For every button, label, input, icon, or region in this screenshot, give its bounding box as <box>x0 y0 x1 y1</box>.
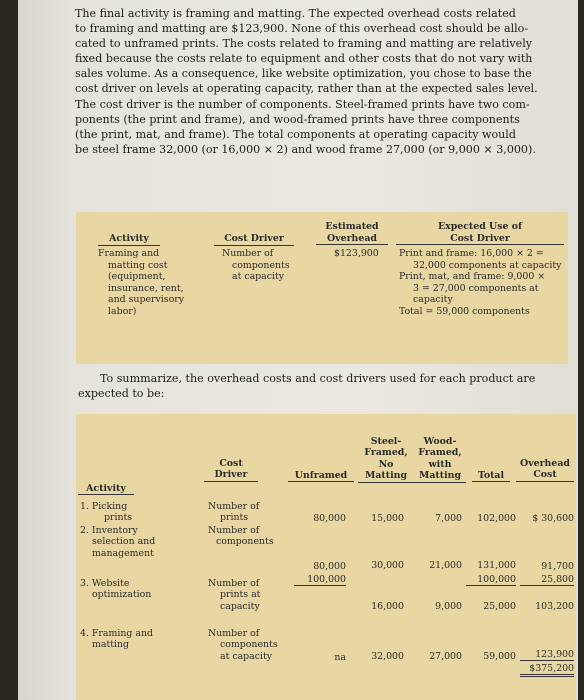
col-header-cost-driver: Cost Driver <box>204 458 258 482</box>
intro-line: (the print, mat, and frame). The total components at operating capacity would <box>75 127 516 141</box>
table-row-4-unframed: na <box>334 652 346 663</box>
table-row-1-wood: 7,000 <box>435 513 462 524</box>
intro-line: The final activity is framing and matting. The expected overhead costs related <box>75 7 516 20</box>
col-header-steel-framed: Steel- Framed, No Matting <box>358 436 414 483</box>
table-row-3-wood: 9,000 <box>435 601 462 612</box>
table-row-4-wood: 27,000 <box>429 651 462 662</box>
intro-line: ponents (the print and frame), and wood-framed prints have three components <box>75 112 520 126</box>
intro-line: The cost driver is the number of components. Steel-framed prints have two com- <box>75 97 530 111</box>
col-header-expected-use: Expected Use of Cost Driver <box>396 221 564 245</box>
intro-line: to framing and matting are $123,900. None of this overhead cost should be allo- <box>75 22 529 36</box>
table-row-2-overhead: 91,700 <box>541 561 574 572</box>
table-row-3-driver: Number of prints at capacity <box>208 578 261 612</box>
intro-line: cated to unframed prints. The costs related to framing and matting are relatively <box>75 37 533 51</box>
col-header-cost-driver: Cost Driver <box>214 233 294 246</box>
table-row-1-driver: Number of prints <box>208 501 260 524</box>
intro-line: sales volume. As a consequence, like website optimization, you chose to base the <box>75 67 532 81</box>
summary-paragraph <box>78 372 566 401</box>
overhead-summary-table <box>76 414 576 700</box>
table-row-2-driver: Number of components <box>208 525 274 548</box>
grand-total-overhead: $375,200 <box>520 663 574 677</box>
table-row-2-unframed: 80,000 <box>313 561 346 572</box>
table-row-3-overhead: 103,200 <box>535 601 574 612</box>
col-header-unframed: Unframed <box>288 470 354 482</box>
table-row-3-total-a: 100,000 <box>466 574 516 586</box>
table-row-2-total: 131,000 <box>477 560 516 571</box>
table-row-3-total: 25,000 <box>483 601 516 612</box>
table-row-1-unframed: 80,000 <box>313 513 346 524</box>
intro-line: cost driver on levels at operating capacity, rather than at the expected sales level. <box>75 82 538 96</box>
textbook-page <box>18 0 578 700</box>
intro-line: be steel frame 32,000 (or 16,000 × 2) and wood frame 27,000 (or 9,000 × 3,000). <box>75 142 536 156</box>
table-row-4-driver: Number of components at capacity <box>208 628 278 662</box>
intro-line: fixed because the costs relate to equipment and other costs that do not vary with <box>75 52 533 66</box>
table-row-4-activity: 4. Framing and matting <box>80 628 154 651</box>
intro-paragraph <box>75 6 563 157</box>
overhead-cell: $123,900 <box>334 248 379 259</box>
table-row-2-steel: 30,000 <box>371 560 404 571</box>
table-row-3-overhead-a: 25,800 <box>520 574 574 586</box>
table-row-4-total: 59,000 <box>483 651 516 662</box>
col-header-total: Total <box>472 470 510 482</box>
col-header-overhead-cost: Overhead Cost <box>516 458 574 482</box>
table-row-4-steel: 32,000 <box>371 651 404 662</box>
expected-use-cell: Print and frame: 16,000 × 2 = 32,000 components at capacity Print, mat, and frame: 9,000 × 3 = 27,000 components at capacity Total = 59,000 components <box>399 248 562 317</box>
col-header-estimated-overhead: Estimated Overhead <box>316 221 388 245</box>
table-row-2-activity: 2. Inventory selection and management <box>80 525 156 559</box>
summary-line: expected to be: <box>78 386 165 400</box>
table-row-3-activity: 3. Website optimization <box>80 578 152 601</box>
table-row-1-steel: 15,000 <box>371 513 404 524</box>
col-header-wood-framed: Wood- Framed, with Matting <box>414 436 466 483</box>
table-row-2-wood: 21,000 <box>429 560 462 571</box>
table-row-1-activity: 1. Picking prints <box>80 501 133 524</box>
col-header-activity: Activity <box>98 233 160 246</box>
framing-cost-table <box>76 212 568 364</box>
table-row-1-overhead: $ 30,600 <box>532 513 574 524</box>
col-header-activity: Activity <box>78 483 134 495</box>
table-row-3-steel: 16,000 <box>371 601 404 612</box>
summary-line: To summarize, the overhead costs and cost drivers used for each product are <box>100 372 536 385</box>
table-row-1-total: 102,000 <box>477 513 516 524</box>
activity-cell: Framing and matting cost (equipment, insurance, rent, and supervisory labor) <box>98 248 185 317</box>
cost-driver-cell: Number of components at capacity <box>222 248 290 283</box>
table-row-3-unframed: 100,000 <box>294 574 346 586</box>
table-row-4-overhead: 123,900 <box>520 649 574 661</box>
